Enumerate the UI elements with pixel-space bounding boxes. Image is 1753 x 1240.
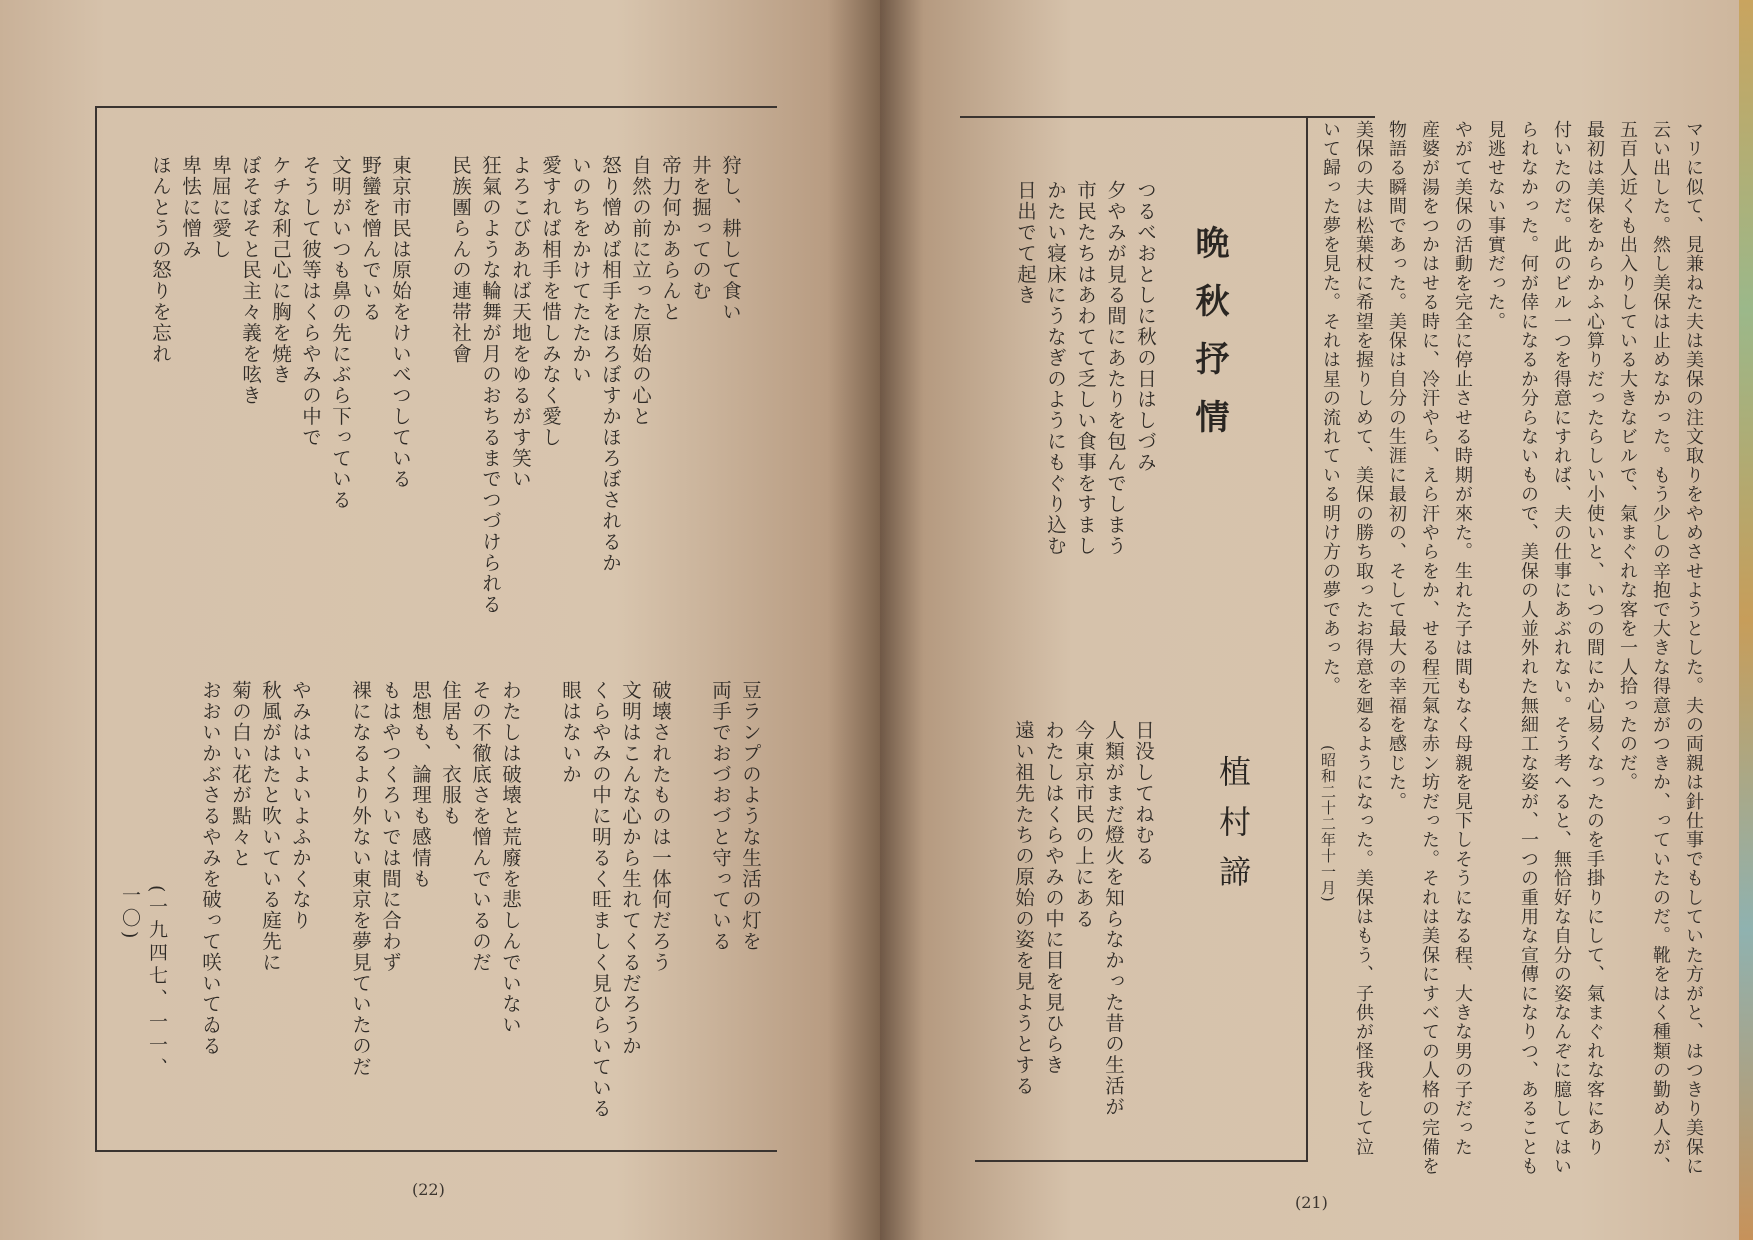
text-line: 人類がまだ燈火を知らなかった昔の生活が <box>1102 720 1125 1118</box>
text-line: よろこびあれば天地をゆるがす笑い <box>509 155 532 490</box>
text-line: 怒り憎めば相手をほろぼすかほろぼされるか <box>599 155 622 573</box>
text-line: 付いたのだ。此のビル一つを得意にすれば、夫の仕事にあぶれない。そう考へると、無恰好な自分の姿なんぞに臆してはい <box>1551 120 1572 1176</box>
text-line: 東京市民は原始をけいべつしている <box>389 155 412 490</box>
text-line: 云い出した。然し美保は止めなかった。もう少しの辛抱で大きな得意がつきか、っていたのだ。靴をはく種類の勤め人が、 <box>1650 120 1671 1176</box>
text-line: 自然の前に立った原始の心と <box>629 155 652 427</box>
frame-top-rule <box>960 116 1375 118</box>
text-line: 産婆が湯をつかはせる時に、冷汗やら、えら汗やらをか、せる程元氣な赤ン坊だった。それは美保にすべての人格の完備を <box>1419 120 1440 1176</box>
text-line: 裸になるより外ない東京を夢見ていたのだ <box>349 680 372 1078</box>
text-line: やみはいよいよふかくなり <box>289 680 312 931</box>
frame-top-rule <box>95 106 777 108</box>
text-line: わたしはくらやみの中に目を見ひらき <box>1042 720 1065 1076</box>
text-line: もはやつくろいでは間に合わず <box>379 680 402 973</box>
text-line: 狂氣のような輪舞が月のおちるまでつづけられる <box>479 155 502 615</box>
text-line: つるべおとしに秋の日はしづみ <box>1134 180 1157 473</box>
text-line: 物語る瞬間であった。美保は自分の生涯に最初の、そして最大の幸福を感じた。 <box>1386 120 1407 812</box>
text-line: ほんとうの怒りを忘れ <box>149 155 172 364</box>
text-line: マリに似て、見兼ねた夫は美保の注文取りをやめさせようとした。夫の両親は針仕事でもしていた方がと、はつきり美保に <box>1683 120 1704 1176</box>
frame-right-rule <box>1306 116 1308 1162</box>
page-number: (22) <box>412 1180 445 1199</box>
text-line: 民族團らんの連帯社會 <box>449 155 472 364</box>
text-line: 豆ランプのような生活の灯を <box>739 680 762 952</box>
poem-lower-block <box>978 720 1158 1118</box>
stanza-break <box>415 155 445 625</box>
stanza-break <box>675 680 705 1100</box>
text-line: 眼はないか <box>559 680 582 785</box>
text-line: 菊の白い花が點々と <box>229 680 252 869</box>
stanza-break <box>525 680 555 1100</box>
text-line: 思想も、論理も感情も <box>409 680 432 889</box>
text-line: 愛すれば相手を惜しみなく愛し <box>539 155 562 448</box>
poem-lower-block <box>140 680 765 1119</box>
text-line: いのちをかけてたたかい <box>569 155 592 385</box>
text-line: 今東京市民の上にある <box>1072 720 1095 929</box>
text-line: おおいかぶさるやみを破って咲いてゐる <box>199 680 222 1057</box>
text-line: 市民たちはあわてて乏しい食事をすまし <box>1074 180 1097 557</box>
text-line: くらやみの中に明るく旺ましく見ひらいている <box>589 680 612 1119</box>
text-line: 最初は美保をからかふ心算りだったらしい小使いと、いつの間にか心易くなったのを手掛りにして、氣まぐれな客にあり <box>1584 120 1605 1157</box>
frame-left-rule <box>95 106 97 1152</box>
text-line: 五百人近くも出入りしている大きなビルで、氣まぐれな客を一人拾ったのだ。 <box>1617 120 1638 792</box>
text-line: その不徹底さを憎んでいるのだ <box>469 680 492 973</box>
poem-upper-block <box>980 180 1160 557</box>
text-line: 見逃せない事實だった。 <box>1485 120 1506 332</box>
text-line: 住居も、衣服も <box>439 680 462 827</box>
text-line: 文明がいつも鼻の先にぶら下っている <box>329 155 352 511</box>
prose-date: (昭和二十二年十一月) <box>1319 745 1337 903</box>
text-line: かたい寝床にうなぎのようにもぐり込む <box>1044 180 1067 557</box>
text-line: ケチな利己心に胸を焼き <box>269 155 292 385</box>
poem-upper-block <box>115 155 745 625</box>
text-line: 卑怯に憎み <box>179 155 202 260</box>
text-line: 破壊されたものは一体何だろう <box>649 680 672 973</box>
right-page <box>880 0 1753 1240</box>
page-number: (21) <box>1295 1193 1328 1212</box>
prose-block <box>1310 120 1710 1176</box>
page-edge-strip <box>1739 0 1753 1240</box>
text-line: 日出でて起き <box>1014 180 1037 306</box>
poem-author: 植村諦 <box>1214 755 1252 905</box>
text-line: 文明はこんな心から生れてくるだろうか <box>619 680 642 1057</box>
text-line: 野蠻を憎んでいる <box>359 155 382 323</box>
text-line: いて歸った夢を見た。それは星の流れている明け方の夢であった。 <box>1320 120 1341 696</box>
text-line: そうして彼等はくらやみの中で <box>299 155 322 448</box>
frame-bottom-rule <box>95 1150 777 1152</box>
frame-bottom-rule <box>975 1160 1308 1162</box>
text-line: 両手でおづおづと守っている <box>709 680 732 952</box>
stanza-break <box>315 680 345 1100</box>
text-line: 狩し、耕して食い <box>719 155 742 323</box>
text-line: わたしは破壊と荒廢を悲しんでいない <box>499 680 522 1036</box>
text-line: 卑屈に愛し <box>209 155 232 260</box>
poem-date: (一九四七、一一、一〇) <box>119 885 168 1081</box>
text-line: 美保の夫は松葉杖に希望を握りしめて、美保の勝ち取ったお得意を廻るようになった。美保はもう、子供が怪我をして泣 <box>1353 120 1374 1157</box>
text-line: ぼそぼそと民主々義を呟き <box>239 155 262 406</box>
poem-title: 晩秋抒情 <box>1189 225 1229 457</box>
text-line: 井を掘ってのむ <box>689 155 712 302</box>
text-line: 帝力何かあらんと <box>659 155 682 323</box>
text-line: られなかった。何が倖になるか分らないもので、美保の人並外れた無細工な姿が、一つの重用な宣傳になりつ、あることも <box>1518 120 1539 1176</box>
text-line: 秋風がはたと吹いている庭先に <box>259 680 282 973</box>
text-line: 夕やみが見る間にあたりを包んでしまう <box>1104 180 1127 557</box>
text-line: 遠い祖先たちの原始の姿を見ようとする <box>1012 720 1035 1097</box>
text-line: 日没してねむる <box>1132 720 1155 867</box>
text-line: やがて美保の活動を完全に停止させる時期が來た。生れた子は間もなく母親を見下しそうになる程、大きな男の子だった <box>1452 120 1473 1157</box>
